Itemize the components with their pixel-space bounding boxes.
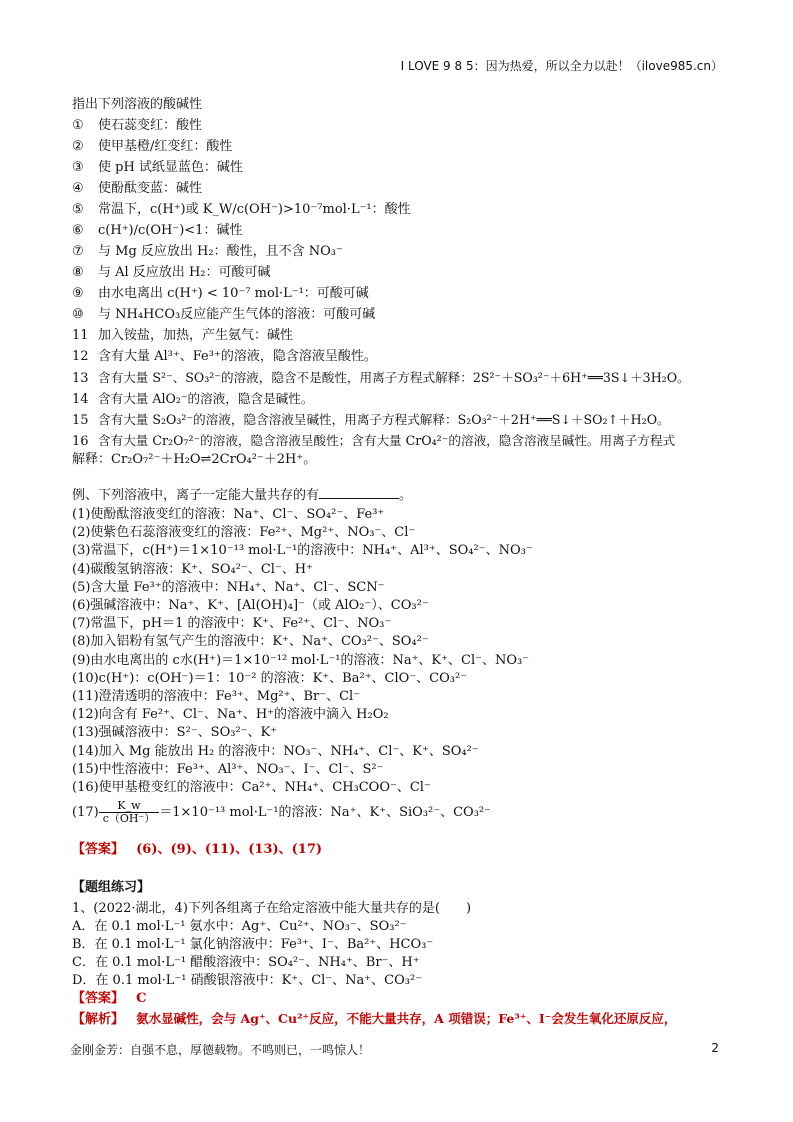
item-number: ② [72,139,84,154]
item-text: 由水电离出 c(H⁺) < 10⁻⁷ mol·L⁻¹：可酸可碱 [98,286,369,301]
footer-motto: 金刚金芳：自强不息，厚德载物。不鸣则已，一鸣惊人！ [70,1043,371,1057]
page-header: I LOVE 9 8 5：因为热爱，所以全力以赴！（ilove985.cn） [400,59,723,73]
example-option: (1)使酚酞溶液变红的溶液：Na⁺、Cl⁻、SO₄²⁻、Fe³⁺ [72,507,385,522]
kw-fraction [99,800,160,825]
acidity-item [72,432,675,451]
option-17-label: (17) [72,805,99,820]
example-option: (13)强碱溶液中：S²⁻、SO₃²⁻、K⁺ [72,725,278,741]
section-title: 指出下列溶液的酸碱性 [72,97,203,112]
item-number: ③ [72,160,84,175]
acidity-item [72,369,690,388]
item-number: ⑩ [72,307,84,322]
acidity-item [72,348,377,366]
option-17 [72,800,491,825]
item-text: 含有大量 S₂O₃²⁻的溶液，隐含溶液呈碱性，用离子方程式解释：S₂O₃²⁻＋2H⁺══S↓＋SO₂↑＋H₂O。 [98,412,670,427]
example-option: (2)使紫色石蕊溶液变红的溶液：Fe²⁺、Mg²⁺、NO₃⁻、Cl⁻ [72,525,416,541]
practice-answer-text: C [136,991,147,1006]
example-option: (4)碳酸氢钠溶液：K⁺、SO₄²⁻、Cl⁻、H⁺ [72,561,314,577]
acidity-item [72,390,313,409]
example-stem-end: 。 [399,488,413,503]
item-number: 15 [72,413,89,428]
item-number: ① [72,118,84,133]
practice-title: 【题组练习】 [72,880,151,895]
example-option: (12)向含有 Fe²⁺、Cl⁻、Na⁺、H⁺的溶液中滴入 H₂O₂ [72,707,389,723]
item-number: 13 [72,371,89,386]
analysis-text: 氨水显碱性，会与 Ag⁺、Cu²⁺反应，不能大量共存，A 项错误；Fe³⁺、I⁻会发生氧化还原反应， [136,1011,677,1026]
item-text: 含有大量 S²⁻、SO₃²⁻的溶液，隐含不是酸性，用离子方程式解释：2S²⁻＋SO₃²⁻＋6H⁺══3S↓＋3H₂O。 [98,370,690,385]
acidity-item [72,243,343,261]
item-text: 使石蕊变红：酸性 [98,118,203,133]
example-option: (5)含大量 Fe³⁺的溶液中：NH₄⁺、Na⁺、Cl⁻、SCN⁻ [72,579,385,595]
example-option: (15)中性溶液中：Fe³⁺、Al³⁺、NO₃⁻、I⁻、Cl⁻、S²⁻ [72,761,384,777]
acidity-item [72,138,232,156]
example-stem [72,486,412,505]
answer-blank [319,486,399,499]
page-number: 2 [711,1041,719,1055]
acidity-item [72,411,670,430]
item-number: ⑥ [72,223,84,238]
option-17-text: ＝1×10⁻¹³ mol·L⁻¹的溶液：Na⁺、K⁺、SiO₃²⁻、CO₃²⁻ [159,805,491,820]
item-text: c(H⁺)/c(OH⁻)<1：碱性 [98,223,243,238]
fraction-denominator: c（OH⁻） [99,812,160,825]
example-answer [72,841,322,859]
item-number: 16 [72,434,89,449]
choice-option: B．在 0.1 mol·L⁻¹ 氯化钠溶液中：Fe³⁺、I⁻、Ba²⁺、HCO₃⁻ [72,937,434,952]
item16-continuation: 解释：Cr₂O₇²⁻＋H₂O⇌2CrO₄²⁻＋2H⁺。 [72,452,317,467]
item-number: ⑧ [72,265,84,280]
practice-answer-label: 【答案】 [72,991,125,1006]
item-number: ④ [72,181,84,196]
item-text: 含有大量 AlO₂⁻的溶液，隐含是碱性。 [98,391,314,406]
item-text: 与 NH₄HCO₃反应能产生气体的溶液：可酸可碱 [98,307,376,322]
item-number: 11 [72,328,89,343]
example-option: (8)加入铝粉有氢气产生的溶液中：K⁺、Na⁺、CO₃²⁻、SO₄²⁻ [72,634,429,650]
example-option: (9)由水电离出的 c水(H⁺)＝1×10⁻¹² mol·L⁻¹的溶液：Na⁺、K⁺、Cl⁻、NO₃⁻ [72,652,530,668]
acidity-item [72,222,242,240]
item-number: ⑨ [72,286,84,301]
acidity-item [72,264,271,282]
acidity-item [72,327,293,345]
item-number: ⑦ [72,244,84,259]
example-option: (14)加入 Mg 能放出 H₂ 的溶液中：NO₃⁻、NH₄⁺、Cl⁻、K⁺、SO₄²⁻ [72,743,479,759]
example-option: (6)强碱溶液中：Na⁺、K⁺、[Al(OH)₄]⁻（或 AlO₂⁻）、CO₃²⁻ [72,598,429,613]
item-text: 加入铵盐，加热，产生氨气：碱性 [98,328,294,343]
fraction-numerator: K_w [117,799,141,812]
item-number: 12 [72,349,89,364]
analysis-label: 【解析】 [72,1012,125,1027]
example-option: (11)澄清透明的溶液中：Fe³⁺、Mg²⁺、Br⁻、Cl⁻ [72,689,361,704]
choice-option: A．在 0.1 mol·L⁻¹ 氨水中：Ag⁺、Cu²⁺、NO₃⁻、SO₃²⁻ [72,919,407,934]
acidity-item [72,159,243,177]
answer-text: (6)、(9)、(11)、(13)、(17) [136,842,323,857]
item-text: 与 Mg 反应放出 H₂：酸性，且不含 NO₃⁻ [98,244,343,259]
item-text: 含有大量 Cr₂O₇²⁻的溶液，隐含溶液呈酸性；含有大量 CrO₄²⁻的溶液，隐含溶液呈碱性。用离子方程式 [98,433,676,448]
practice-question-1: 1、(2022·湖北，4)下列各组离子在给定溶液中能大量共存的是( ) [72,901,472,916]
item-text: 使 pH 试纸显蓝色：碱性 [98,160,243,175]
choice-option: D．在 0.1 mol·L⁻¹ 硝酸银溶液中：K⁺、Cl⁻、Na⁺、CO₃²⁻ [72,973,423,988]
acidity-item [72,306,375,324]
item-text: 常温下，c(H⁺)或 K_W/c(OH⁻)>10⁻⁷mol·L⁻¹：酸性 [98,202,411,217]
item-number: 14 [72,392,89,407]
example-option: (3)常温下，c(H⁺)＝1×10⁻¹³ mol·L⁻¹的溶液中：NH₄⁺、Al³⁺、SO₄²⁻、NO₃⁻ [72,543,533,559]
item-text: 与 Al 反应放出 H₂：可酸可碱 [98,265,271,280]
item-text: 使酚酞变蓝：碱性 [98,181,203,196]
acidity-item [72,117,202,135]
item-number: ⑤ [72,202,84,217]
example-option: (10)c(H⁺)：c(OH⁻)＝1：10⁻² 的溶液：K⁺、Ba²⁺、ClO⁻、CO₃²⁻ [72,670,468,686]
choice-option: C．在 0.1 mol·L⁻¹ 醋酸溶液中：SO₄²⁻、NH₄⁺、Br⁻、H⁺ [72,955,420,970]
example-option: (16)使甲基橙变红的溶液中：Ca²⁺、NH₄⁺、CH₃COO⁻、Cl⁻ [72,780,431,795]
acidity-item [72,285,369,303]
practice-analysis [72,1010,676,1029]
practice-answer [72,990,147,1008]
item-text: 含有大量 Al³⁺、Fe³⁺的溶液，隐含溶液呈酸性。 [98,349,377,364]
example-option: (7)常温下，pH＝1 的溶液中：K⁺、Fe²⁺、Cl⁻、NO₃⁻ [72,616,392,632]
example-stem-text: 例、下列溶液中，离子一定能大量共存的有 [72,488,320,503]
answer-label: 【答案】 [72,842,125,857]
acidity-item [72,180,202,198]
acidity-item [72,201,411,219]
item-text: 使甲基橙/红变红：酸性 [98,139,233,154]
